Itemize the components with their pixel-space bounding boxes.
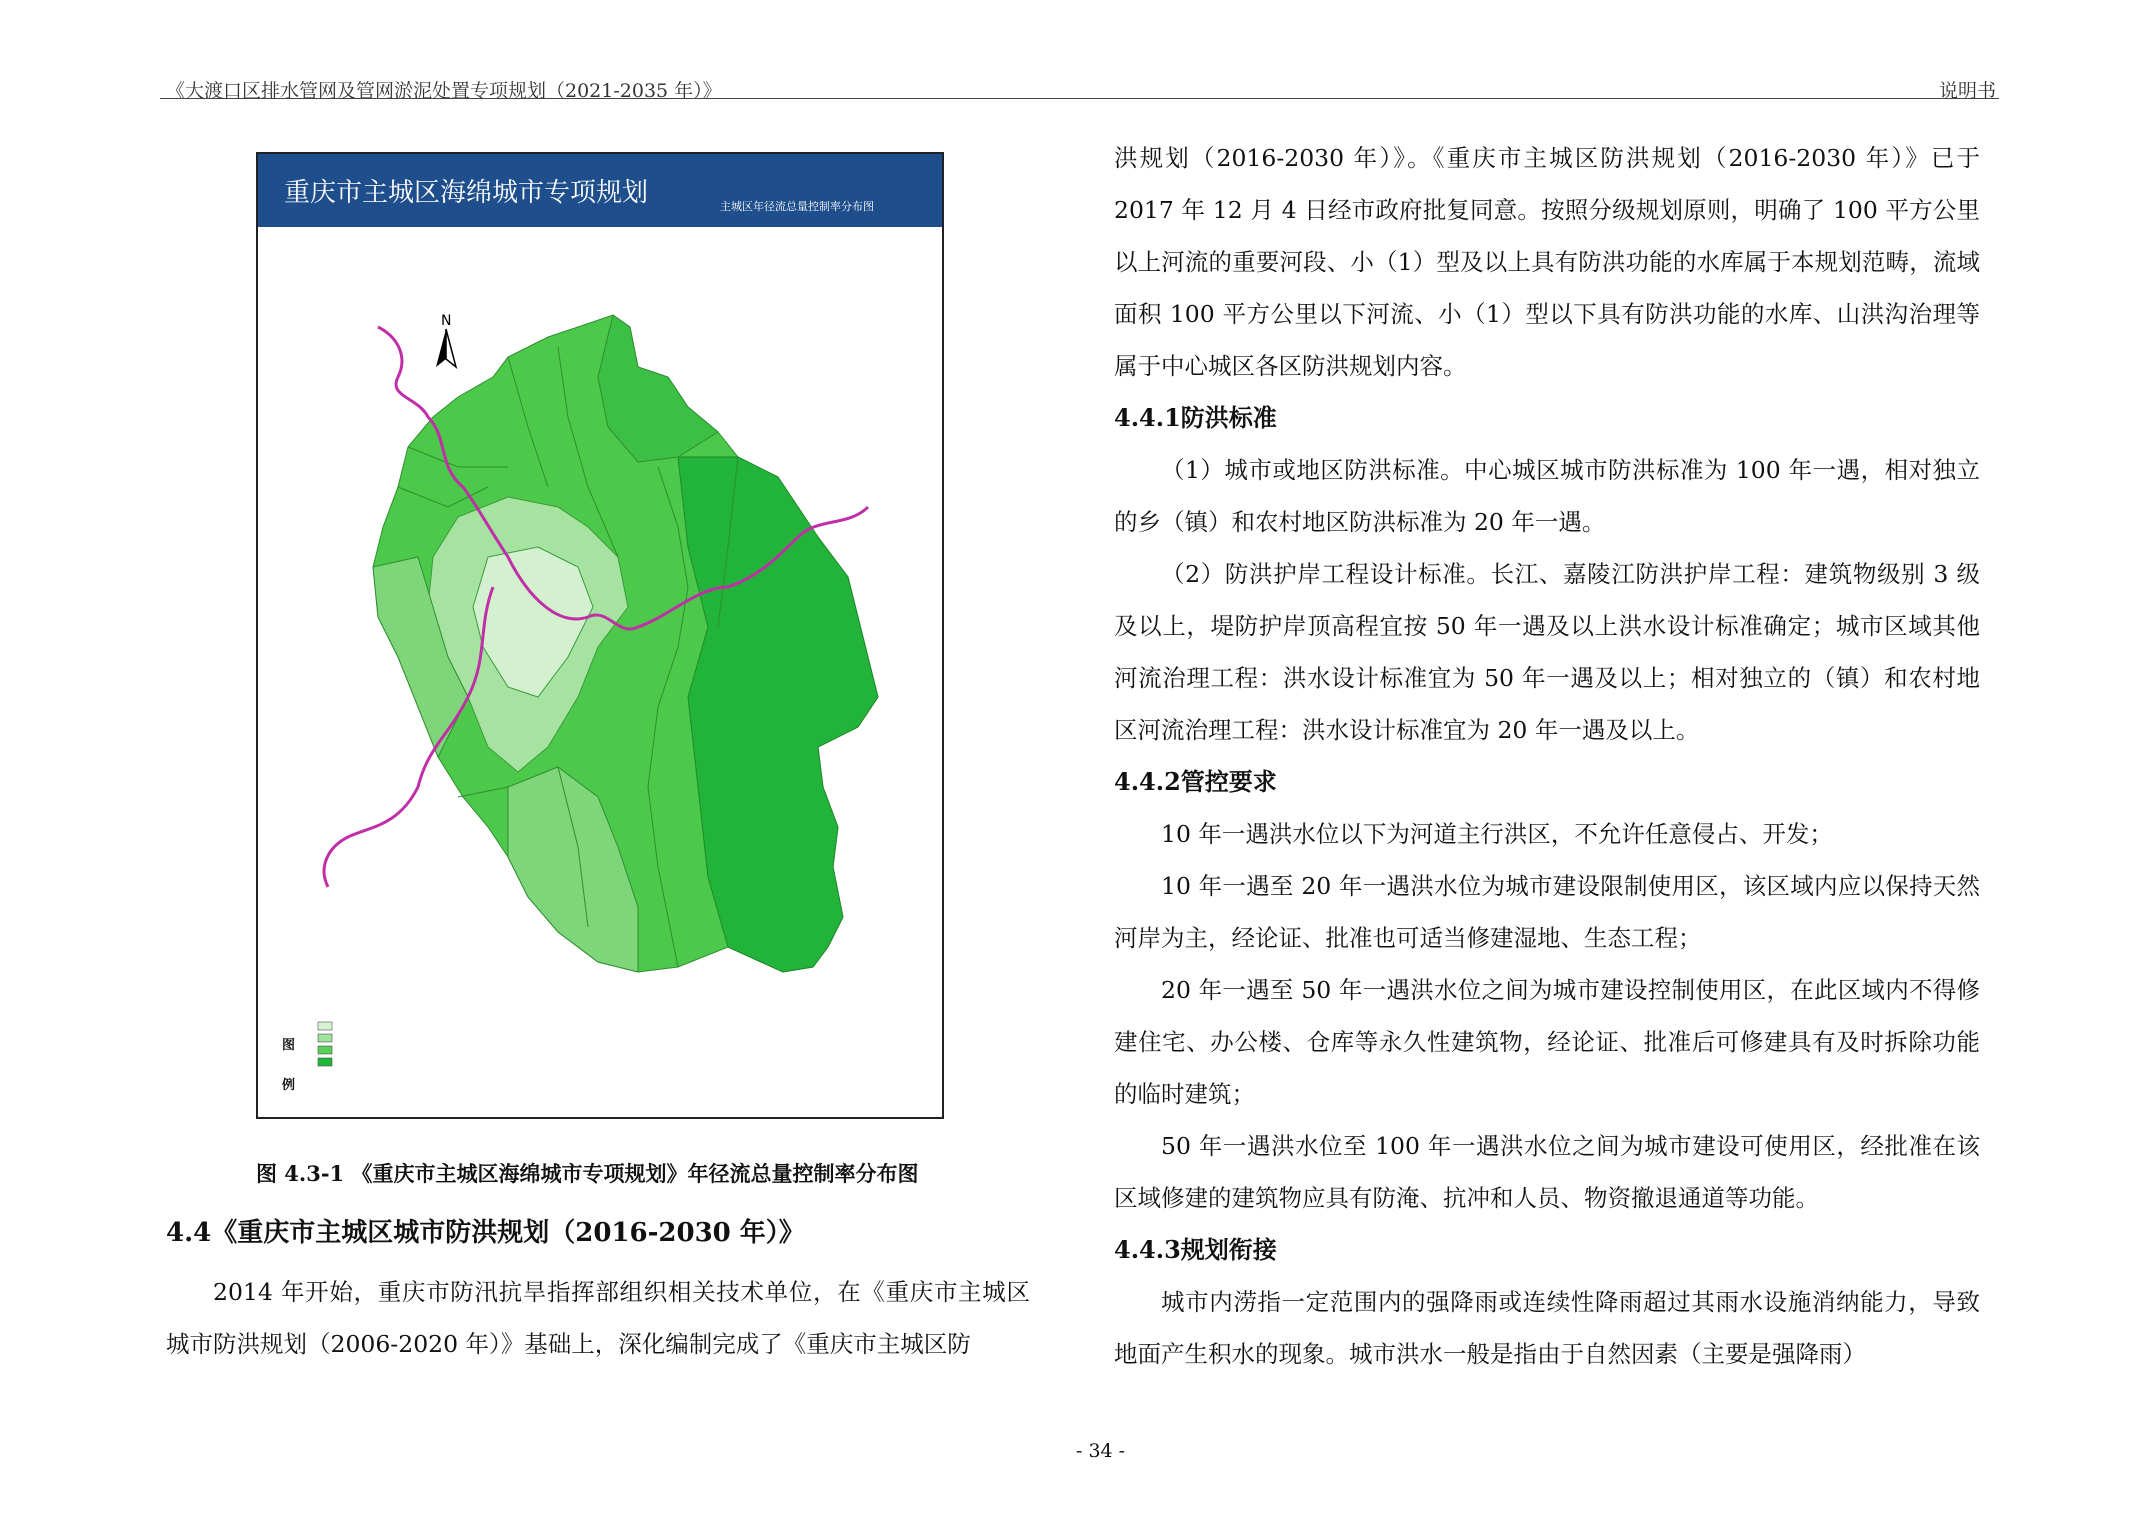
figure-caption: 图 4.3-1 《重庆市主城区海绵城市专项规划》年径流总量控制率分布图 [256,1161,919,1186]
map-title: 重庆市主城区海绵城市专项规划 [284,178,649,208]
paragraph-3: （2）防洪护岸工程设计标准。长江、嘉陵江防洪护岸工程：建筑物级别 3 级及以上，堤防护岸顶高程宜按 50 年一遇及以上洪水设计标准确定；城市区域其他河流治理工程：洪水设计标准宜为 50 年一遇及以上；相对独立的（镇）和农村地区河流治理工程：洪水设计标准宜为 20 年一遇及以上。 [1114,560,1980,744]
map-title-bar [258,154,942,227]
legend-label [282,1026,295,1106]
district-map [258,227,942,1117]
header-divider [160,98,1999,99]
paragraph-8: 城市内涝指一定范围内的强降雨或连续性降雨超过其雨水设施消纳能力，导致地面产生积水的现象。城市洪水一般是指由于自然因素（主要是强降雨） [1114,1288,1980,1368]
heading-4-4-2: 4.4.2管控要求 [1114,767,1277,796]
running-header-title: 《大渡口区排水管网及管网淤泥处置专项规划（2021-2035 年）》 [166,80,722,102]
heading-4-4-1: 4.4.1防洪标准 [1114,403,1277,432]
paragraph-5: 10 年一遇至 20 年一遇洪水位为城市建设限制使用区，该区域内应以保持天然河岸为主，经论证、批准也可适当修建湿地、生态工程； [1114,872,1980,952]
right-column [1114,132,1980,1380]
section-intro [166,1266,1030,1370]
paragraph-4: 10 年一遇洪水位以下为河道主行洪区，不允许任意侵占、开发； [1161,820,1833,848]
intro-paragraph: 2014 年开始，重庆市防汛抗旱指挥部组织相关技术单位，在《重庆市主城区城市防洪规划（2006-2020 年）》基础上，深化编制完成了《重庆市主城区防 [166,1278,1030,1358]
paragraph-7: 50 年一遇洪水位至 100 年一遇洪水位之间为城市建设可使用区，经批准在该区域修建的建筑物应具有防淹、抗冲和人员、物资撤退通道等功能。 [1114,1132,1980,1212]
heading-4-4-3: 4.4.3规划衔接 [1114,1235,1277,1264]
section-heading: 4.4《重庆市主城区城市防洪规划（2016-2030 年）》 [166,1218,805,1248]
paragraph-2: （1）城市或地区防洪标准。中心城区城市防洪标准为 100 年一遇，相对独立的乡（镇）和农村地区防洪标准为 20 年一遇。 [1114,456,1980,536]
map-legend [318,1022,332,1066]
paragraph-6: 20 年一遇至 50 年一遇洪水位之间为城市建设控制使用区，在此区域内不得修建住宅、办公楼、仓库等永久性建筑物，经论证、批准后可修建具有及时拆除功能的临时建筑； [1114,976,1980,1108]
legend-label-1: 图 [282,1038,296,1053]
north-label: N [441,313,452,329]
page-number: - 34 - [1076,1440,1126,1462]
paragraph-1: 洪规划（2016-2030 年）》。《重庆市主城区防洪规划（2016-2030 年）》已于 2017 年 12 月 4 日经市政府批复同意。按照分级规划原则，明确了 100 平方公里以上河流的重要河段、小（1）型及以上具有防洪功能的水库属于本规划范畴，流域面积 100 平方公里以下河流、小（1）型以下具有防洪功能的水库、山洪沟治理等属于中心城区各区防洪规划内容。 [1114,144,1980,380]
legend-label-2: 例 [282,1078,296,1093]
north-arrow-icon [436,313,456,367]
map-figure [256,152,944,1119]
running-header-section: 说明书 [1938,80,1996,102]
map-subtitle: 主城区年径流总量控制率分布图 [720,200,874,213]
